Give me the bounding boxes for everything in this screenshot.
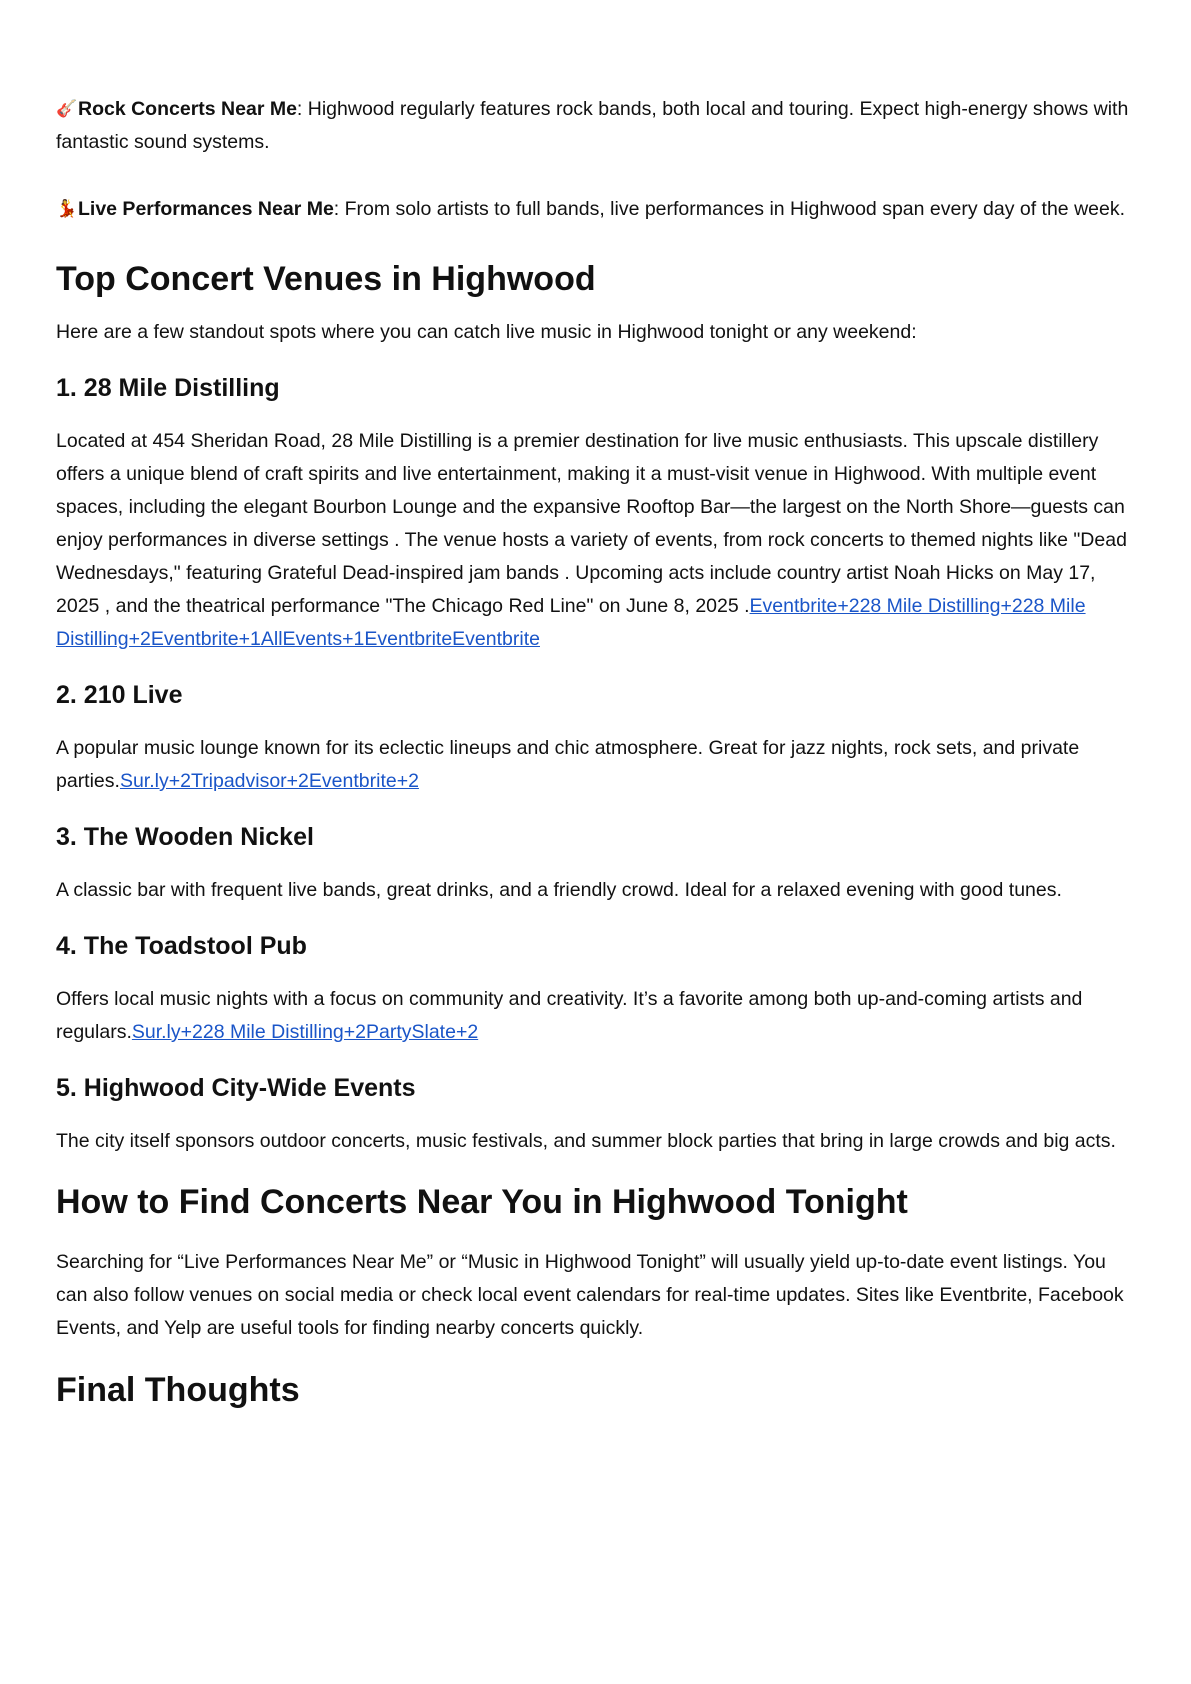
venue-text: The city itself sponsors outdoor concerts, music festivals, and summer block parties that bring in large crowds and big acts. [56,1130,1116,1152]
venue-text: Located at 454 Sheridan Road, 28 Mile Distilling is a premier destination for live music enthusiasts. This upscale distillery offers a unique blend of craft spirits and live entertainment, making it a must-visit venue in Highwood. With multiple event spaces, including the elegant Bourbon Lounge and the expansive Rooftop Bar—the largest on the North Shore—guests can enjoy performances in diverse settings . The venue hosts a variety of events, from rock concerts to themed nights like "Dead Wednesdays," featuring Grateful Dead-inspired jam bands . Upcoming acts include country artist Noah Hicks on May 17, 2025 , and the theatrical performance "The Chicago Red Line" on June 8, 2025 . [56,430,1127,617]
venue-title: 1. 28 Mile Distilling [56,374,280,402]
venue-text: Offers local music nights with a focus on community and creativity. It’s a favorite among both up-and-coming artists and regulars. [56,988,1083,1043]
venue-description [56,425,1135,656]
intro-item-title: Rock Concerts Near Me [78,98,297,120]
venue-wooden-nickel [56,822,1135,907]
venue-description [56,983,1135,1049]
venue-28-mile-distilling [56,373,1135,656]
venue-source-links[interactable]: Eventbrite+228 Mile Distilling+228 Mile Distilling+2Eventbrite+1AllEvents+1EventbriteEventbrite [56,595,1086,650]
intro-item-text: : From solo artists to full bands, live performances in Highwood span every day of the week. [333,198,1126,220]
venue-title: 3. The Wooden Nickel [56,823,314,851]
venue-title: 5. Highwood City-Wide Events [56,1074,416,1102]
intro-item-rock [56,92,1135,159]
venue-description [56,732,1135,798]
venue-description [56,1125,1135,1158]
venue-source-links[interactable]: Sur.ly+2Tripadvisor+2Eventbrite+2 [119,770,419,792]
venues-intro: Here are a few standout spots where you can catch live music in Highwood tonight or any weekend: [56,321,917,343]
venue-description [56,874,1135,907]
intro-item-text: : Highwood regularly features rock bands, both local and touring. Expect high-energy shows with fantastic sound systems. [56,98,1129,153]
intro-item-live [56,192,1135,226]
venue-title: 4. The Toadstool Pub [56,932,307,960]
find-concerts-text: Searching for “Live Performances Near Me” or “Music in Highwood Tonight” will usually yield up-to-date event listings. You can also follow venues on social media or check local event calendars for real-time updates. Sites like Eventbrite, Facebook Events, and Yelp are useful tools for finding nearby concerts quickly. [56,1251,1124,1339]
final-thoughts-heading: Final Thoughts [56,1371,300,1409]
venue-210-live [56,680,1135,798]
venues-heading: Top Concert Venues in Highwood [56,260,596,298]
venue-text: A popular music lounge known for its eclectic lineups and chic atmosphere. Great for jazz nights, rock sets, and private parties. [56,737,1080,792]
venue-title: 2. 210 Live [56,681,183,709]
intro-item-title: Live Performances Near Me [78,198,334,220]
venue-text: A classic bar with frequent live bands, great drinks, and a friendly crowd. Ideal for a relaxed evening with good tunes. [56,879,1062,901]
dancer-icon: 💃 [56,199,78,218]
guitar-icon: 🎸 [56,99,78,118]
venue-toadstool-pub [56,931,1135,1049]
find-concerts-heading: How to Find Concerts Near You in Highwood Tonight [56,1183,908,1221]
venue-source-links[interactable]: Sur.ly+228 Mile Distilling+2PartySlate+2 [131,1021,479,1043]
venue-city-wide-events [56,1073,1135,1158]
